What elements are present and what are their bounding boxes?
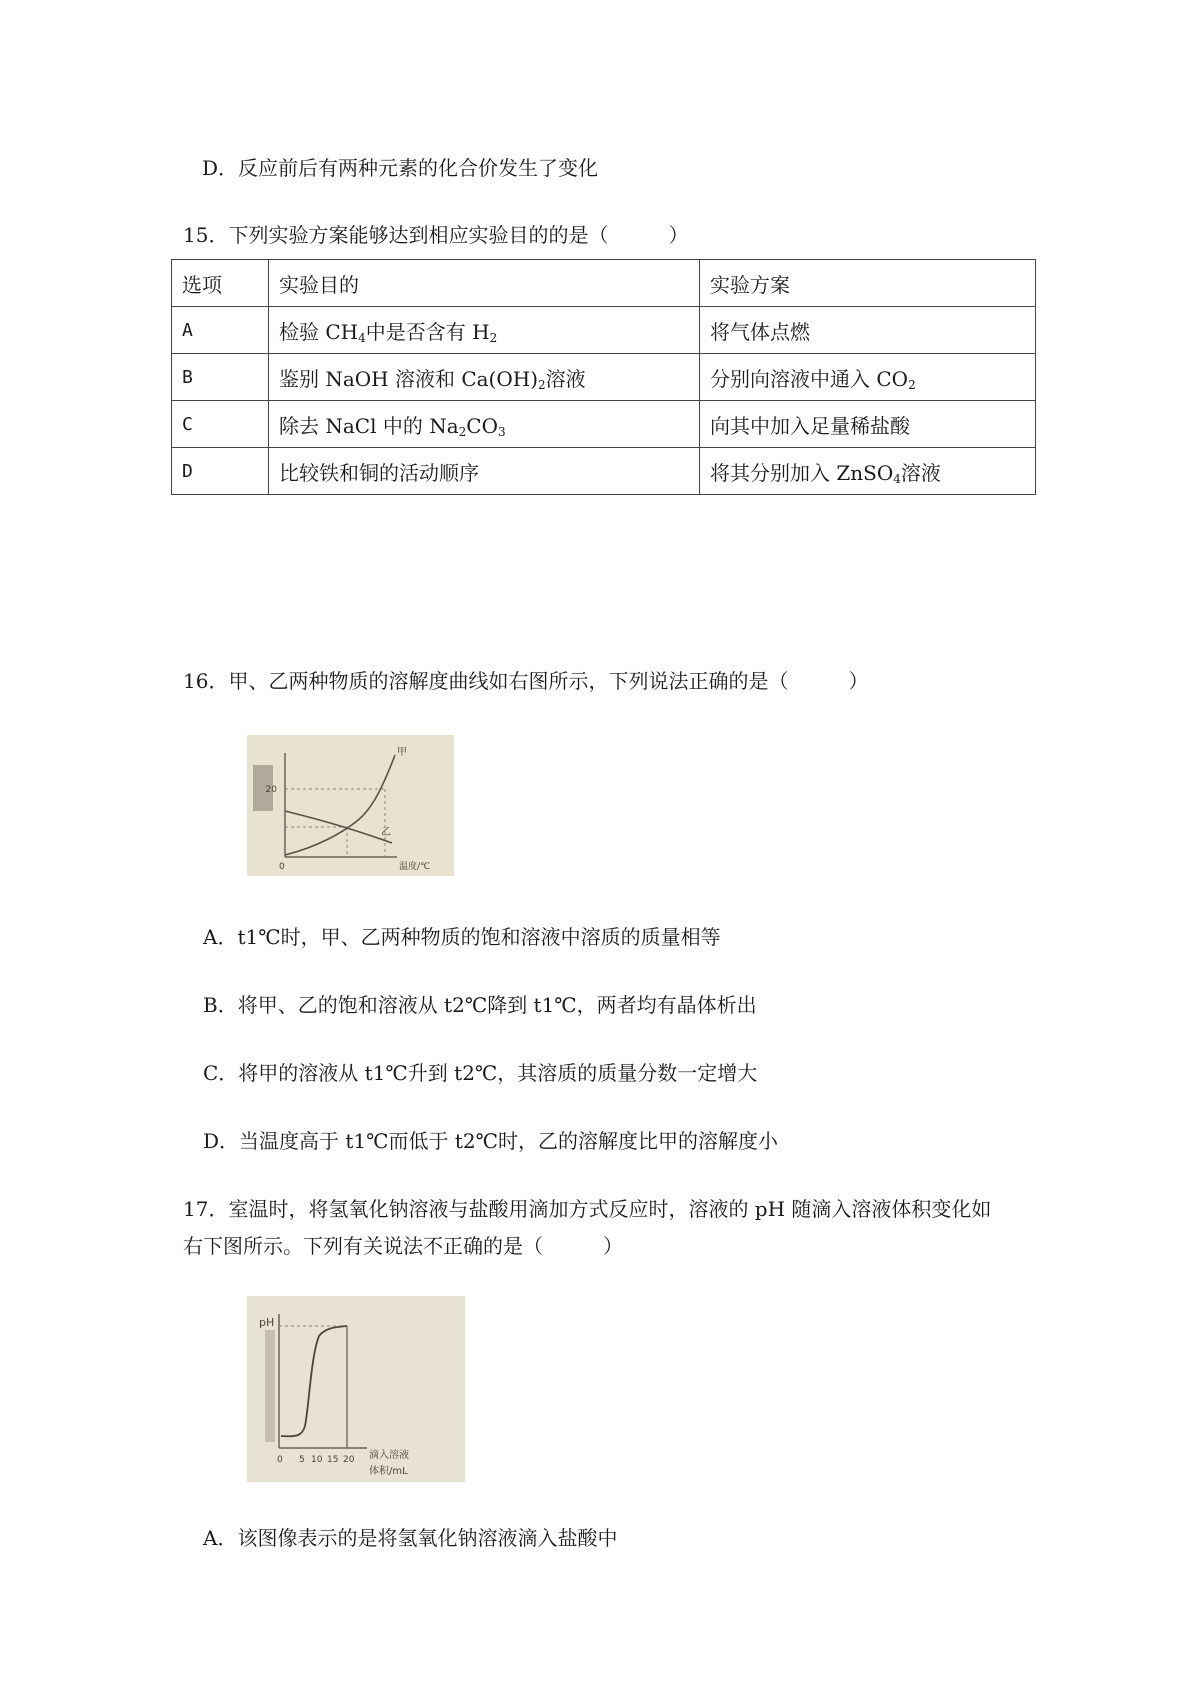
label-jia: 甲 [397, 747, 407, 758]
q16-option-c: C．将甲的溶液从 t1℃升到 t2℃，其溶质的质量分数一定增大 [203, 1061, 758, 1085]
solubility-curve-figure [247, 735, 454, 876]
row-option: D [172, 448, 269, 495]
ph-curve-svg [247, 1296, 465, 1482]
x-tick-5: 5 [299, 1455, 305, 1465]
x-tick-10: 10 [311, 1455, 323, 1465]
row-option: B [172, 354, 269, 401]
row-goal: 检验 $CH_4$中是否含有 $H_2$ [269, 307, 700, 354]
header-goal: 实验目的 [269, 260, 700, 307]
table-row [172, 401, 1036, 448]
x-axis-label: 温度/℃ [399, 862, 431, 872]
q15-options-table [171, 259, 1036, 495]
x-tick-15: 15 [327, 1455, 339, 1465]
row-plan: 向其中加入足量稀盐酸 [700, 401, 1036, 448]
x-axis-label-2: 体积/mL [369, 1466, 408, 1477]
x-origin: 0 [279, 862, 285, 872]
row-goal: 鉴别 NaOH 溶液和 $Ca(OH)_2$溶液 [269, 354, 700, 401]
x-axis-label-1: 滴入溶液 [369, 1450, 409, 1461]
table-row [172, 354, 1036, 401]
y-axis-label: pH [259, 1316, 275, 1329]
q14-option-d: D．反应前后有两种元素的化合价发生了变化 [202, 156, 599, 180]
q16-option-b: B．将甲、乙的饱和溶液从 t2℃降到 t1℃，两者均有晶体析出 [203, 993, 757, 1017]
row-plan: 将其分别加入 ZnSO$_4$溶液 [700, 448, 1036, 495]
q16-option-a: A．t1℃时，甲、乙两种物质的饱和溶液中溶质的质量相等 [203, 925, 721, 949]
y-tick-20: 20 [265, 785, 277, 795]
figure-background [247, 735, 454, 876]
q17-option-a: A．该图像表示的是将氢氧化钠溶液滴入盐酸中 [203, 1526, 618, 1550]
q17-stem-line1: 17．室温时，将氢氧化钠溶液与盐酸用滴加方式反应时，溶液的 pH 随滴入溶液体积变化如 [183, 1197, 992, 1221]
header-option: 选项 [172, 260, 269, 307]
row-goal: 除去 NaCl 中的 $Na_2CO_3$ [269, 401, 700, 448]
y-ticks-blur [265, 1330, 275, 1442]
label-yi: 乙 [381, 827, 391, 838]
x-tick-0: 0 [277, 1455, 283, 1465]
header-plan: 实验方案 [700, 260, 1036, 307]
table-header-row [172, 260, 1036, 307]
row-option: C [172, 401, 269, 448]
q15-stem: 15．下列实验方案能够达到相应实验目的的是（ ） [183, 223, 689, 247]
x-tick-20: 20 [343, 1455, 355, 1465]
row-option: A [172, 307, 269, 354]
q17-stem-line2: 右下图所示。下列有关说法不正确的是（ ） [183, 1234, 623, 1258]
table-row [172, 307, 1036, 354]
row-plan: 分别向溶液中通入 $CO_2$ [700, 354, 1036, 401]
q16-stem: 16．甲、乙两种物质的溶解度曲线如右图所示，下列说法正确的是（ ） [183, 669, 869, 693]
row-goal: 比较铁和铜的活动顺序 [269, 448, 700, 495]
solubility-curve-svg [247, 735, 454, 876]
table-row [172, 448, 1036, 495]
ph-curve-figure [247, 1296, 465, 1482]
row-plan: 将气体点燃 [700, 307, 1036, 354]
q16-option-d: D．当温度高于 t1℃而低于 t2℃时，乙的溶解度比甲的溶解度小 [203, 1129, 779, 1153]
